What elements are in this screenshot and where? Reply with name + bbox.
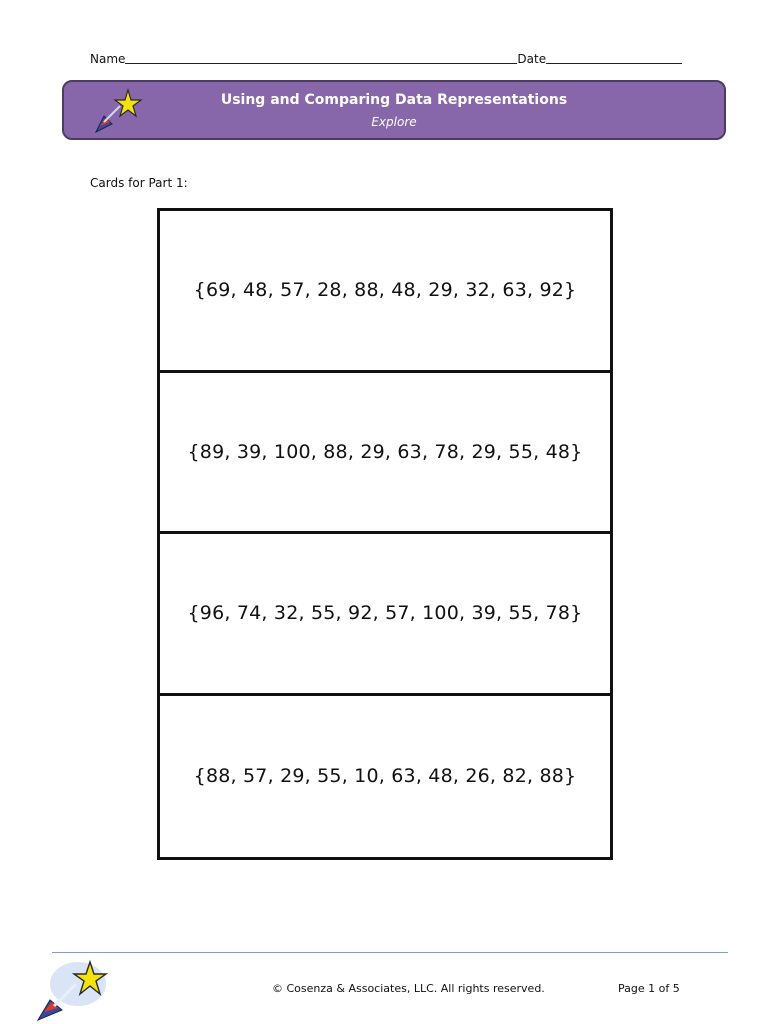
banner-title: Using and Comparing Data Representations	[220, 92, 568, 108]
date-field[interactable]	[546, 49, 682, 64]
data-card: {89, 39, 100, 88, 29, 63, 78, 29, 55, 48}	[160, 373, 610, 535]
name-date-line	[90, 46, 682, 66]
star-rocket-icon	[34, 954, 116, 1024]
data-card: {88, 57, 29, 55, 10, 63, 48, 26, 82, 88}	[193, 765, 577, 788]
title-banner	[62, 80, 726, 140]
name-field[interactable]	[125, 49, 517, 64]
footer-divider	[52, 952, 728, 953]
date-label: Date	[517, 52, 547, 66]
cards-table	[157, 208, 613, 860]
section-label: Cards for Part 1:	[90, 176, 188, 190]
copyright-text: © Cosenza & Associates, LLC. All rights reserved.	[272, 982, 545, 995]
name-label: Name	[90, 52, 126, 66]
data-card: {96, 74, 32, 55, 92, 57, 100, 39, 55, 78}	[160, 534, 610, 696]
banner-subtitle: Explore	[371, 115, 417, 129]
page-number: Page 1 of 5	[618, 982, 680, 995]
data-card: {69, 48, 57, 28, 88, 48, 29, 32, 63, 92}	[160, 211, 610, 373]
